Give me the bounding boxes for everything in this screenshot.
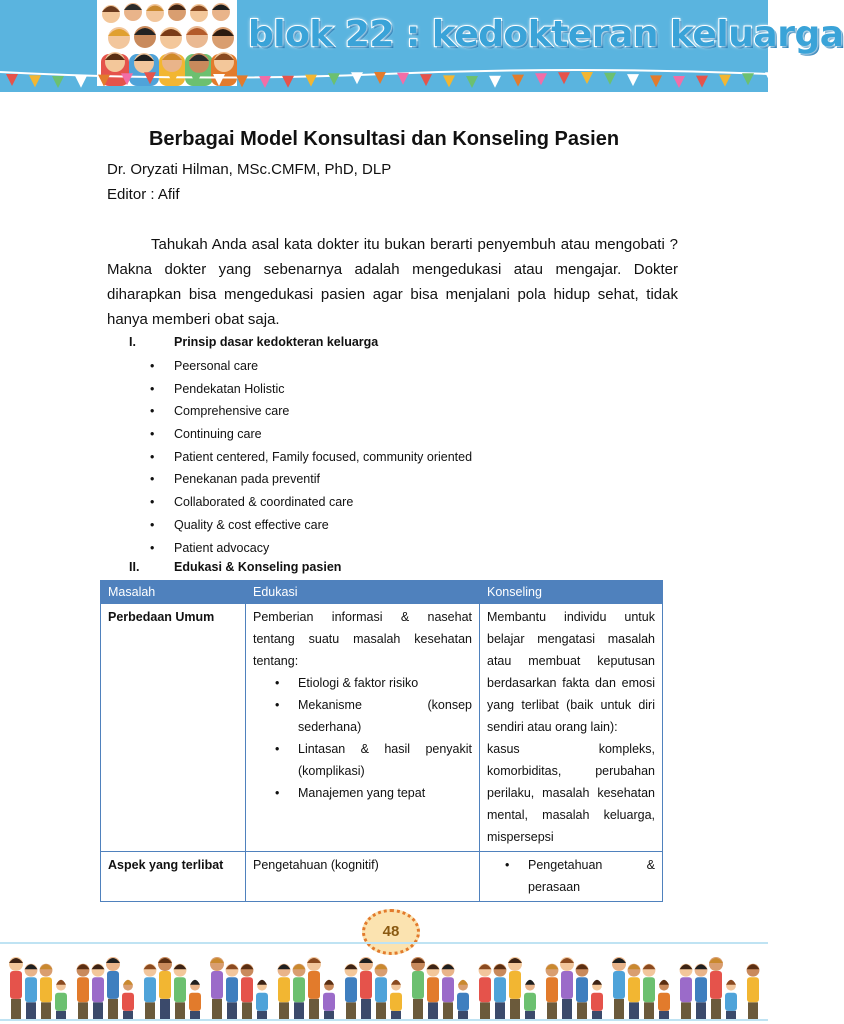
bunting-flag [489, 76, 501, 88]
footer-families-illustration [0, 935, 768, 1024]
family-figure [591, 980, 603, 1019]
bunting-flag [351, 72, 363, 84]
family-figure [442, 964, 455, 1019]
list-item: • Pendekatan Holistic [150, 378, 472, 401]
bunting-flag [420, 74, 432, 86]
author-line: Dr. Oryzati Hilman, MSc.CMFM, PhD, DLP [107, 161, 392, 178]
list-item: • Pengetahuan & perasaan [505, 854, 655, 898]
bunting-flag [305, 75, 317, 87]
table-header-masalah: Masalah [101, 581, 246, 604]
family-figure [457, 980, 469, 1019]
bunting-flag [144, 72, 156, 84]
comparison-table [100, 580, 663, 902]
bunting-flag [627, 74, 639, 86]
family-figure [256, 980, 268, 1019]
family-figure [390, 980, 402, 1019]
family-figure [174, 964, 187, 1019]
family-figure [524, 980, 536, 1019]
table-row [101, 852, 663, 902]
bunting-flag [190, 73, 202, 85]
family-figure [411, 957, 425, 1019]
family-figure [25, 964, 38, 1019]
section-2-heading [129, 560, 341, 574]
bunting-flag [696, 76, 708, 88]
header-banner [0, 0, 844, 92]
family-figure [643, 964, 656, 1019]
bunting-flag [282, 76, 294, 88]
bunting-flag [397, 73, 409, 85]
bunting-flag [259, 76, 271, 88]
list-item: • Patient centered, Family focused, community oriented [150, 446, 472, 469]
edukasi-cell [246, 604, 480, 852]
bunting-flag [719, 75, 731, 87]
konseling-text: Membantu individu untuk belajar mengatasi masalah atau membuat keputusan berdasarkan fakta dan emosi yang terlibat (baik untuk diri sendiri atau orang lain): [487, 610, 655, 734]
family-figure [92, 964, 105, 1019]
bunting-flag [121, 73, 133, 85]
family-figure [546, 964, 559, 1019]
family-figure [695, 964, 708, 1019]
bunting-flag [581, 72, 593, 84]
edukasi-intro: Pemberian informasi & nasehat tentang suatu masalah kesehatan tentang: [253, 610, 472, 668]
row-label: Aspek yang terlibat [101, 852, 246, 902]
intro-text: Tahukah Anda asal kata dokter itu bukan berarti penyembuh atau mengobati ? Makna dokter yang sebenarnya adalah mengedukasi atau mengajar. Dokter diharapkan bisa mengedukasi pasien agar bisa menjalani pola hidup sehat, tidak hanya memberi obat saja. [107, 236, 678, 328]
family-figure [359, 957, 373, 1019]
family-figure [747, 964, 760, 1019]
bunting-flag [213, 74, 225, 86]
bunting-flag [765, 72, 777, 84]
family-figure [323, 980, 335, 1019]
bunting-flag [75, 76, 87, 88]
family-figure [158, 957, 172, 1019]
page-number-badge: 48 [362, 909, 420, 955]
list-item: • Mekanisme (konsep sederhana) [275, 694, 472, 738]
list-item: • Penekanan pada preventif [150, 468, 472, 491]
family-figure [375, 964, 388, 1019]
bunting-flag [466, 76, 478, 88]
bunting-flag [98, 75, 110, 87]
family-figure [210, 957, 224, 1019]
list-item: • Lintasan & hasil penyakit (komplikasi) [275, 738, 472, 782]
family-figure [427, 964, 440, 1019]
bunting-flag [742, 73, 754, 85]
bunting-flag [443, 75, 455, 87]
section-2-title: Edukasi & Konseling pasien [174, 560, 342, 574]
edukasi-list [253, 672, 472, 804]
family-figure [658, 980, 670, 1019]
bunting-flag [328, 73, 340, 85]
family-figure [576, 964, 589, 1019]
family-figure [278, 964, 291, 1019]
family-figure [628, 964, 641, 1019]
family-figure [293, 964, 306, 1019]
bunting-flag [52, 76, 64, 88]
family-figure [241, 964, 254, 1019]
section-1-heading [129, 335, 378, 349]
bunting-flag [29, 75, 41, 87]
list-item: • Etiologi & faktor risiko [275, 672, 472, 694]
bunting-decoration [0, 68, 768, 92]
bunting-flag [512, 75, 524, 87]
bunting-flag [535, 73, 547, 85]
konseling-cases: kasus kompleks, komorbiditas, perubahan perilaku, masalah kesehatan mental, masalah keluarga, mispersepsi [487, 742, 655, 844]
family-figure [40, 964, 53, 1019]
family-figure [680, 964, 693, 1019]
editor-line: Editor : Afif [107, 186, 180, 203]
family-figure [725, 980, 737, 1019]
table-header-edukasi: Edukasi [246, 581, 480, 604]
principles-list [150, 355, 472, 559]
intro-paragraph [107, 232, 678, 332]
bunting-flag [374, 72, 386, 84]
family-figure [612, 957, 626, 1019]
row-label: Perbedaan Umum [101, 604, 246, 852]
family-figure [709, 957, 723, 1019]
family-figure [9, 957, 23, 1019]
edukasi-cell: Pengetahuan (kognitif) [246, 852, 480, 902]
family-figure [106, 957, 120, 1019]
table-row [101, 604, 663, 852]
family-figure [122, 980, 134, 1019]
list-item: • Quality & cost effective care [150, 514, 472, 537]
family-figure [508, 957, 522, 1019]
family-figure [226, 964, 239, 1019]
bunting-flag [604, 73, 616, 85]
family-figure [345, 964, 358, 1019]
section-2-number: II. [129, 560, 140, 574]
bunting-flag [6, 74, 18, 86]
bunting-flag [673, 76, 685, 88]
list-item: • Comprehensive care [150, 400, 472, 423]
family-figure [55, 980, 67, 1019]
list-item: • Patient advocacy [150, 537, 472, 560]
table-header-row [101, 581, 663, 604]
family-figure [479, 964, 492, 1019]
document-title: Berbagai Model Konsultasi dan Konseling Pasien [148, 128, 620, 150]
list-item: • Continuing care [150, 423, 472, 446]
family-figure [307, 957, 321, 1019]
section-1-number: I. [129, 335, 136, 349]
list-item: • Peersonal care [150, 355, 472, 378]
konseling-cell [480, 604, 663, 852]
konseling-list [487, 854, 655, 898]
family-figure [494, 964, 507, 1019]
bunting-flag [236, 75, 248, 87]
header-title: blok 22 : kedokteran keluarga [248, 14, 844, 55]
list-item: • Manajemen yang tepat [275, 782, 472, 804]
family-figure [144, 964, 157, 1019]
konseling-cell [480, 852, 663, 902]
family-figure [77, 964, 90, 1019]
bunting-flag [650, 75, 662, 87]
family-figure [189, 980, 201, 1019]
bunting-flag [558, 72, 570, 84]
table-header-konseling: Konseling [480, 581, 663, 604]
section-1-title: Prinsip dasar kedokteran keluarga [174, 335, 379, 349]
family-figure [560, 957, 574, 1019]
list-item: • Collaborated & coordinated care [150, 491, 472, 514]
